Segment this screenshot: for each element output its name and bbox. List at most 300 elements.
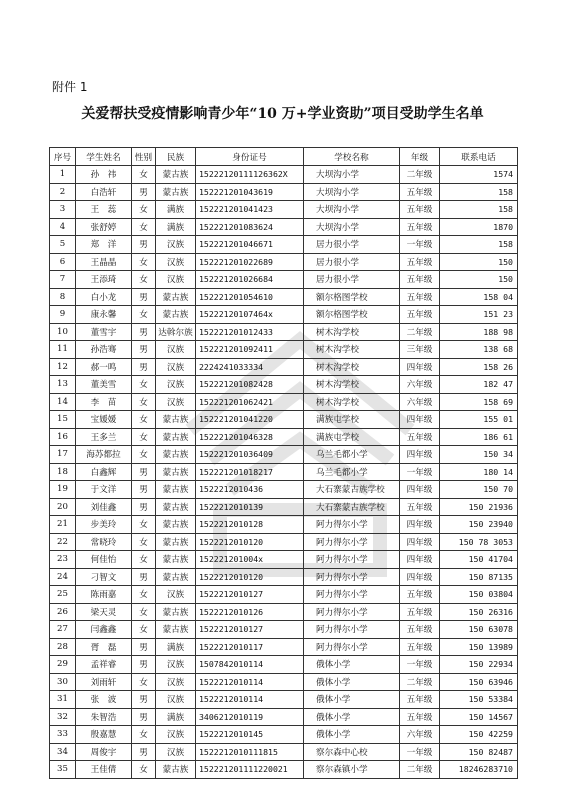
school-name-cell: 大坝沟小学 — [304, 166, 400, 184]
phone-number-cell: 186 61 — [440, 428, 518, 446]
ethnicity-cell: 汉族 — [156, 726, 196, 744]
phone-number-cell: 150 63946 — [440, 673, 518, 691]
ethnicity-cell: 蒙古族 — [156, 288, 196, 306]
phone-number-cell: 150 41704 — [440, 551, 518, 569]
grade-cell: 二年级 — [400, 673, 440, 691]
gender-cell: 男 — [132, 236, 156, 254]
row-number-cell: 34 — [50, 743, 76, 761]
ethnicity-cell: 蒙古族 — [156, 481, 196, 499]
id-number-cell: 152221201041423 — [196, 201, 304, 219]
table-row — [50, 288, 518, 306]
phone-number-cell: 1574 — [440, 166, 518, 184]
table-row — [50, 481, 518, 499]
phone-number-cell: 150 23940 — [440, 516, 518, 534]
row-number-cell: 35 — [50, 761, 76, 779]
ethnicity-cell: 汉族 — [156, 656, 196, 674]
row-number-cell: 32 — [50, 708, 76, 726]
grade-cell: 五年级 — [400, 271, 440, 289]
ethnicity-cell: 蒙古族 — [156, 411, 196, 429]
row-number-cell: 9 — [50, 306, 76, 324]
ethnicity-cell: 蒙古族 — [156, 551, 196, 569]
row-number-cell: 30 — [50, 673, 76, 691]
gender-cell: 女 — [132, 253, 156, 271]
table-row — [50, 183, 518, 201]
gender-cell: 女 — [132, 201, 156, 219]
student-name-cell: 王晶晶 — [76, 253, 132, 271]
grade-cell: 四年级 — [400, 481, 440, 499]
row-number-cell: 1 — [50, 166, 76, 184]
id-number-cell: 2224241033334 — [196, 358, 304, 376]
phone-number-cell: 150 13989 — [440, 638, 518, 656]
grade-cell: 五年级 — [400, 306, 440, 324]
grade-cell: 五年级 — [400, 253, 440, 271]
row-number-cell: 12 — [50, 358, 76, 376]
phone-number-cell: 158 — [440, 236, 518, 254]
gender-cell: 女 — [132, 376, 156, 394]
table-row — [50, 761, 518, 779]
school-name-cell: 察尔森镇小学 — [304, 761, 400, 779]
table-row — [50, 621, 518, 639]
student-name-cell: 闫鑫鑫 — [76, 621, 132, 639]
student-name-cell: 孙浩骞 — [76, 341, 132, 359]
phone-number-cell: 158 04 — [440, 288, 518, 306]
id-number-cell: 1522212010111815 — [196, 743, 304, 761]
grade-cell: 六年级 — [400, 726, 440, 744]
grade-cell: 五年级 — [400, 621, 440, 639]
row-number-cell: 5 — [50, 236, 76, 254]
row-number-cell: 14 — [50, 393, 76, 411]
table-row — [50, 551, 518, 569]
id-number-cell: 1522212010114 — [196, 673, 304, 691]
phone-number-cell: 150 03804 — [440, 586, 518, 604]
student-name-cell: 康永馨 — [76, 306, 132, 324]
gender-cell: 女 — [132, 621, 156, 639]
student-name-cell: 胥 磊 — [76, 638, 132, 656]
student-name-cell: 王 蕊 — [76, 201, 132, 219]
phone-number-cell: 180 14 — [440, 463, 518, 481]
school-name-cell: 俄体小学 — [304, 673, 400, 691]
table-row — [50, 743, 518, 761]
id-number-cell: 1522212010127 — [196, 586, 304, 604]
table-row — [50, 691, 518, 709]
id-number-cell: 152221201022689 — [196, 253, 304, 271]
grade-cell: 二年级 — [400, 323, 440, 341]
ethnicity-cell: 达斡尔族 — [156, 323, 196, 341]
school-name-cell: 阿力得尔小学 — [304, 586, 400, 604]
id-number-cell: 152221201012433 — [196, 323, 304, 341]
phone-number-cell: 151 23 — [440, 306, 518, 324]
phone-number-cell: 158 26 — [440, 358, 518, 376]
gender-cell: 女 — [132, 446, 156, 464]
gender-cell: 男 — [132, 638, 156, 656]
id-number-cell: 152221201092411 — [196, 341, 304, 359]
grade-cell: 五年级 — [400, 586, 440, 604]
phone-number-cell: 150 — [440, 253, 518, 271]
school-name-cell: 大坝沟小学 — [304, 183, 400, 201]
gender-cell: 女 — [132, 533, 156, 551]
gender-cell: 男 — [132, 743, 156, 761]
phone-number-cell: 158 — [440, 183, 518, 201]
gender-cell: 女 — [132, 551, 156, 569]
id-number-cell: 1522212010114 — [196, 691, 304, 709]
phone-number-cell: 150 42259 — [440, 726, 518, 744]
grade-cell: 五年级 — [400, 603, 440, 621]
ethnicity-cell: 蒙古族 — [156, 183, 196, 201]
ethnicity-cell: 蒙古族 — [156, 568, 196, 586]
school-name-cell: 阿力得尔小学 — [304, 516, 400, 534]
school-name-cell: 树木沟学校 — [304, 393, 400, 411]
id-number-cell: 1507842010114 — [196, 656, 304, 674]
ethnicity-cell: 汉族 — [156, 358, 196, 376]
ethnicity-cell: 满族 — [156, 708, 196, 726]
column-header: 序号 — [50, 148, 76, 166]
ethnicity-cell: 蒙古族 — [156, 516, 196, 534]
grade-cell: 四年级 — [400, 533, 440, 551]
school-name-cell: 树木沟学校 — [304, 341, 400, 359]
phone-number-cell: 150 82487 — [440, 743, 518, 761]
school-name-cell: 居力很小学 — [304, 271, 400, 289]
ethnicity-cell: 汉族 — [156, 271, 196, 289]
id-number-cell: 152221201054610 — [196, 288, 304, 306]
phone-number-cell: 18246283710 — [440, 761, 518, 779]
gender-cell: 男 — [132, 481, 156, 499]
gender-cell: 男 — [132, 323, 156, 341]
school-name-cell: 居力很小学 — [304, 253, 400, 271]
column-header: 联系电话 — [440, 148, 518, 166]
school-name-cell: 乌兰毛都小学 — [304, 463, 400, 481]
gender-cell: 女 — [132, 586, 156, 604]
student-name-cell: 白鑫辉 — [76, 463, 132, 481]
row-number-cell: 27 — [50, 621, 76, 639]
phone-number-cell: 150 87135 — [440, 568, 518, 586]
row-number-cell: 17 — [50, 446, 76, 464]
student-list-table — [49, 147, 518, 779]
column-header: 性别 — [132, 148, 156, 166]
gender-cell: 女 — [132, 306, 156, 324]
grade-cell: 五年级 — [400, 638, 440, 656]
table-row — [50, 638, 518, 656]
id-number-cell: 1522212010436 — [196, 481, 304, 499]
student-name-cell: 张 波 — [76, 691, 132, 709]
column-header: 学校名称 — [304, 148, 400, 166]
grade-cell: 一年级 — [400, 656, 440, 674]
phone-number-cell: 158 69 — [440, 393, 518, 411]
gender-cell: 男 — [132, 288, 156, 306]
gender-cell: 女 — [132, 393, 156, 411]
gender-cell: 男 — [132, 498, 156, 516]
row-number-cell: 20 — [50, 498, 76, 516]
grade-cell: 五年级 — [400, 691, 440, 709]
table-row — [50, 498, 518, 516]
id-number-cell: 152221201046328 — [196, 428, 304, 446]
grade-cell: 四年级 — [400, 568, 440, 586]
gender-cell: 男 — [132, 358, 156, 376]
ethnicity-cell: 汉族 — [156, 253, 196, 271]
ethnicity-cell: 满族 — [156, 218, 196, 236]
table-row — [50, 463, 518, 481]
gender-cell: 女 — [132, 761, 156, 779]
ethnicity-cell: 汉族 — [156, 376, 196, 394]
grade-cell: 二年级 — [400, 761, 440, 779]
ethnicity-cell: 蒙古族 — [156, 761, 196, 779]
gender-cell: 女 — [132, 603, 156, 621]
school-name-cell: 树木沟学校 — [304, 358, 400, 376]
row-number-cell: 6 — [50, 253, 76, 271]
id-number-cell: 152221201111220021 — [196, 761, 304, 779]
document-title: 关爱帮扶受疫情影响青少年“10 万+学业资助”项目受助学生名单 — [81, 106, 484, 122]
row-number-cell: 22 — [50, 533, 76, 551]
ethnicity-cell: 蒙古族 — [156, 446, 196, 464]
student-name-cell: 海苏都拉 — [76, 446, 132, 464]
table-row — [50, 516, 518, 534]
id-number-cell: 1522212010120 — [196, 533, 304, 551]
table-row — [50, 568, 518, 586]
gender-cell: 男 — [132, 183, 156, 201]
grade-cell: 四年级 — [400, 516, 440, 534]
student-name-cell: 董雪宇 — [76, 323, 132, 341]
phone-number-cell: 138 68 — [440, 341, 518, 359]
student-name-cell: 孙 祎 — [76, 166, 132, 184]
grade-cell: 四年级 — [400, 551, 440, 569]
grade-cell: 五年级 — [400, 183, 440, 201]
student-name-cell: 陈雨嘉 — [76, 586, 132, 604]
student-name-cell: 步美玲 — [76, 516, 132, 534]
school-name-cell: 察尔森中心校 — [304, 743, 400, 761]
grade-cell: 二年级 — [400, 166, 440, 184]
phone-number-cell: 150 78 3053 — [440, 533, 518, 551]
ethnicity-cell: 汉族 — [156, 743, 196, 761]
ethnicity-cell: 汉族 — [156, 236, 196, 254]
grade-cell: 六年级 — [400, 393, 440, 411]
grade-cell: 五年级 — [400, 498, 440, 516]
ethnicity-cell: 蒙古族 — [156, 533, 196, 551]
ethnicity-cell: 蒙古族 — [156, 166, 196, 184]
column-header: 年级 — [400, 148, 440, 166]
student-name-cell: 王多兰 — [76, 428, 132, 446]
ethnicity-cell: 汉族 — [156, 691, 196, 709]
student-name-cell: 刁智文 — [76, 568, 132, 586]
ethnicity-cell: 汉族 — [156, 393, 196, 411]
gender-cell: 女 — [132, 218, 156, 236]
ethnicity-cell: 蒙古族 — [156, 306, 196, 324]
school-name-cell: 大坝沟小学 — [304, 218, 400, 236]
grade-cell: 五年级 — [400, 708, 440, 726]
table-row — [50, 376, 518, 394]
row-number-cell: 25 — [50, 586, 76, 604]
student-name-cell: 常晓玲 — [76, 533, 132, 551]
row-number-cell: 4 — [50, 218, 76, 236]
id-number-cell: 152221201083624 — [196, 218, 304, 236]
row-number-cell: 13 — [50, 376, 76, 394]
phone-number-cell: 150 53384 — [440, 691, 518, 709]
phone-number-cell: 150 — [440, 271, 518, 289]
row-number-cell: 26 — [50, 603, 76, 621]
school-name-cell: 俄体小学 — [304, 656, 400, 674]
student-name-cell: 李 苗 — [76, 393, 132, 411]
student-name-cell: 王添琦 — [76, 271, 132, 289]
table-row — [50, 253, 518, 271]
ethnicity-cell: 蒙古族 — [156, 463, 196, 481]
ethnicity-cell: 汉族 — [156, 586, 196, 604]
student-name-cell: 白小龙 — [76, 288, 132, 306]
grade-cell: 四年级 — [400, 446, 440, 464]
table-row — [50, 446, 518, 464]
id-number-cell: 15222120107464x — [196, 306, 304, 324]
school-name-cell: 居力很小学 — [304, 236, 400, 254]
column-header: 学生姓名 — [76, 148, 132, 166]
grade-cell: 四年级 — [400, 411, 440, 429]
table-row — [50, 656, 518, 674]
row-number-cell: 24 — [50, 568, 76, 586]
student-name-cell: 梁天灵 — [76, 603, 132, 621]
school-name-cell: 大石寨蒙古族学校 — [304, 481, 400, 499]
school-name-cell: 树木沟学校 — [304, 323, 400, 341]
id-number-cell: 1522212010127 — [196, 621, 304, 639]
phone-number-cell: 150 70 — [440, 481, 518, 499]
gender-cell: 男 — [132, 341, 156, 359]
table-row — [50, 428, 518, 446]
row-number-cell: 33 — [50, 726, 76, 744]
id-number-cell: 152221201082428 — [196, 376, 304, 394]
school-name-cell: 额尔格图学校 — [304, 288, 400, 306]
table-row — [50, 393, 518, 411]
school-name-cell: 额尔格图学校 — [304, 306, 400, 324]
gender-cell: 女 — [132, 428, 156, 446]
ethnicity-cell: 蒙古族 — [156, 498, 196, 516]
student-name-cell: 董美雪 — [76, 376, 132, 394]
gender-cell: 女 — [132, 271, 156, 289]
id-number-cell: 1522212010117 — [196, 638, 304, 656]
gender-cell: 女 — [132, 726, 156, 744]
grade-cell: 五年级 — [400, 201, 440, 219]
ethnicity-cell: 汉族 — [156, 341, 196, 359]
student-name-cell: 刘佳鑫 — [76, 498, 132, 516]
grade-cell: 五年级 — [400, 288, 440, 306]
id-number-cell: 152221201041220 — [196, 411, 304, 429]
student-name-cell: 孟祥睿 — [76, 656, 132, 674]
phone-number-cell: 150 21936 — [440, 498, 518, 516]
ethnicity-cell: 满族 — [156, 201, 196, 219]
grade-cell: 一年级 — [400, 463, 440, 481]
row-number-cell: 19 — [50, 481, 76, 499]
row-number-cell: 11 — [50, 341, 76, 359]
phone-number-cell: 150 63078 — [440, 621, 518, 639]
student-name-cell: 郑 洋 — [76, 236, 132, 254]
gender-cell: 女 — [132, 516, 156, 534]
table-row — [50, 411, 518, 429]
phone-number-cell: 150 34 — [440, 446, 518, 464]
ethnicity-cell: 蒙古族 — [156, 603, 196, 621]
school-name-cell: 满族屯学校 — [304, 411, 400, 429]
student-name-cell: 朱智浩 — [76, 708, 132, 726]
row-number-cell: 18 — [50, 463, 76, 481]
row-number-cell: 16 — [50, 428, 76, 446]
grade-cell: 六年级 — [400, 376, 440, 394]
table-header-row — [50, 148, 518, 166]
student-name-cell: 何佳怡 — [76, 551, 132, 569]
table-row — [50, 708, 518, 726]
student-name-cell: 白浩轩 — [76, 183, 132, 201]
column-header: 民族 — [156, 148, 196, 166]
school-name-cell: 阿力得尔小学 — [304, 603, 400, 621]
id-number-cell: 3406212010119 — [196, 708, 304, 726]
student-name-cell: 王佳倩 — [76, 761, 132, 779]
school-name-cell: 树木沟学校 — [304, 376, 400, 394]
attachment-label: 附件 1 — [52, 80, 88, 94]
id-number-cell: 1522212010128 — [196, 516, 304, 534]
row-number-cell: 15 — [50, 411, 76, 429]
id-number-cell: 152221201046671 — [196, 236, 304, 254]
row-number-cell: 2 — [50, 183, 76, 201]
row-number-cell: 8 — [50, 288, 76, 306]
school-name-cell: 满族屯学校 — [304, 428, 400, 446]
phone-number-cell: 188 98 — [440, 323, 518, 341]
gender-cell: 女 — [132, 166, 156, 184]
table-row — [50, 201, 518, 219]
school-name-cell: 阿力得尔小学 — [304, 551, 400, 569]
school-name-cell: 阿力得尔小学 — [304, 638, 400, 656]
school-name-cell: 阿力得尔小学 — [304, 533, 400, 551]
row-number-cell: 23 — [50, 551, 76, 569]
table-body — [50, 166, 518, 779]
gender-cell: 女 — [132, 673, 156, 691]
id-number-cell: 1522212010139 — [196, 498, 304, 516]
table-row — [50, 218, 518, 236]
student-name-cell: 郝一鸣 — [76, 358, 132, 376]
phone-number-cell: 150 22934 — [440, 656, 518, 674]
grade-cell: 四年级 — [400, 358, 440, 376]
gender-cell: 男 — [132, 568, 156, 586]
student-name-cell: 殷嘉慧 — [76, 726, 132, 744]
school-name-cell: 俄体小学 — [304, 708, 400, 726]
school-name-cell: 阿力得尔小学 — [304, 568, 400, 586]
table-row — [50, 323, 518, 341]
ethnicity-cell: 蒙古族 — [156, 621, 196, 639]
gender-cell: 男 — [132, 656, 156, 674]
table-row — [50, 341, 518, 359]
id-number-cell: 1522212010126 — [196, 603, 304, 621]
table-row — [50, 603, 518, 621]
student-name-cell: 周俊宇 — [76, 743, 132, 761]
table-row — [50, 673, 518, 691]
row-number-cell: 21 — [50, 516, 76, 534]
grade-cell: 一年级 — [400, 236, 440, 254]
school-name-cell: 大坝沟小学 — [304, 201, 400, 219]
table-row — [50, 533, 518, 551]
row-number-cell: 28 — [50, 638, 76, 656]
school-name-cell: 乌兰毛都小学 — [304, 446, 400, 464]
row-number-cell: 10 — [50, 323, 76, 341]
row-number-cell: 31 — [50, 691, 76, 709]
id-number-cell: 152221201043619 — [196, 183, 304, 201]
school-name-cell: 大石寨蒙古族学校 — [304, 498, 400, 516]
gender-cell: 男 — [132, 708, 156, 726]
table-row — [50, 358, 518, 376]
gender-cell: 女 — [132, 411, 156, 429]
table-row — [50, 166, 518, 184]
ethnicity-cell: 蒙古族 — [156, 428, 196, 446]
gender-cell: 男 — [132, 463, 156, 481]
student-name-cell: 刘雨轩 — [76, 673, 132, 691]
student-name-cell: 张舒婷 — [76, 218, 132, 236]
id-number-cell: 152221201062421 — [196, 393, 304, 411]
student-name-cell: 于文洋 — [76, 481, 132, 499]
school-name-cell: 俄体小学 — [304, 726, 400, 744]
phone-number-cell: 182 47 — [440, 376, 518, 394]
id-number-cell: 152221201026684 — [196, 271, 304, 289]
id-number-cell: 152221201018217 — [196, 463, 304, 481]
table-row — [50, 586, 518, 604]
